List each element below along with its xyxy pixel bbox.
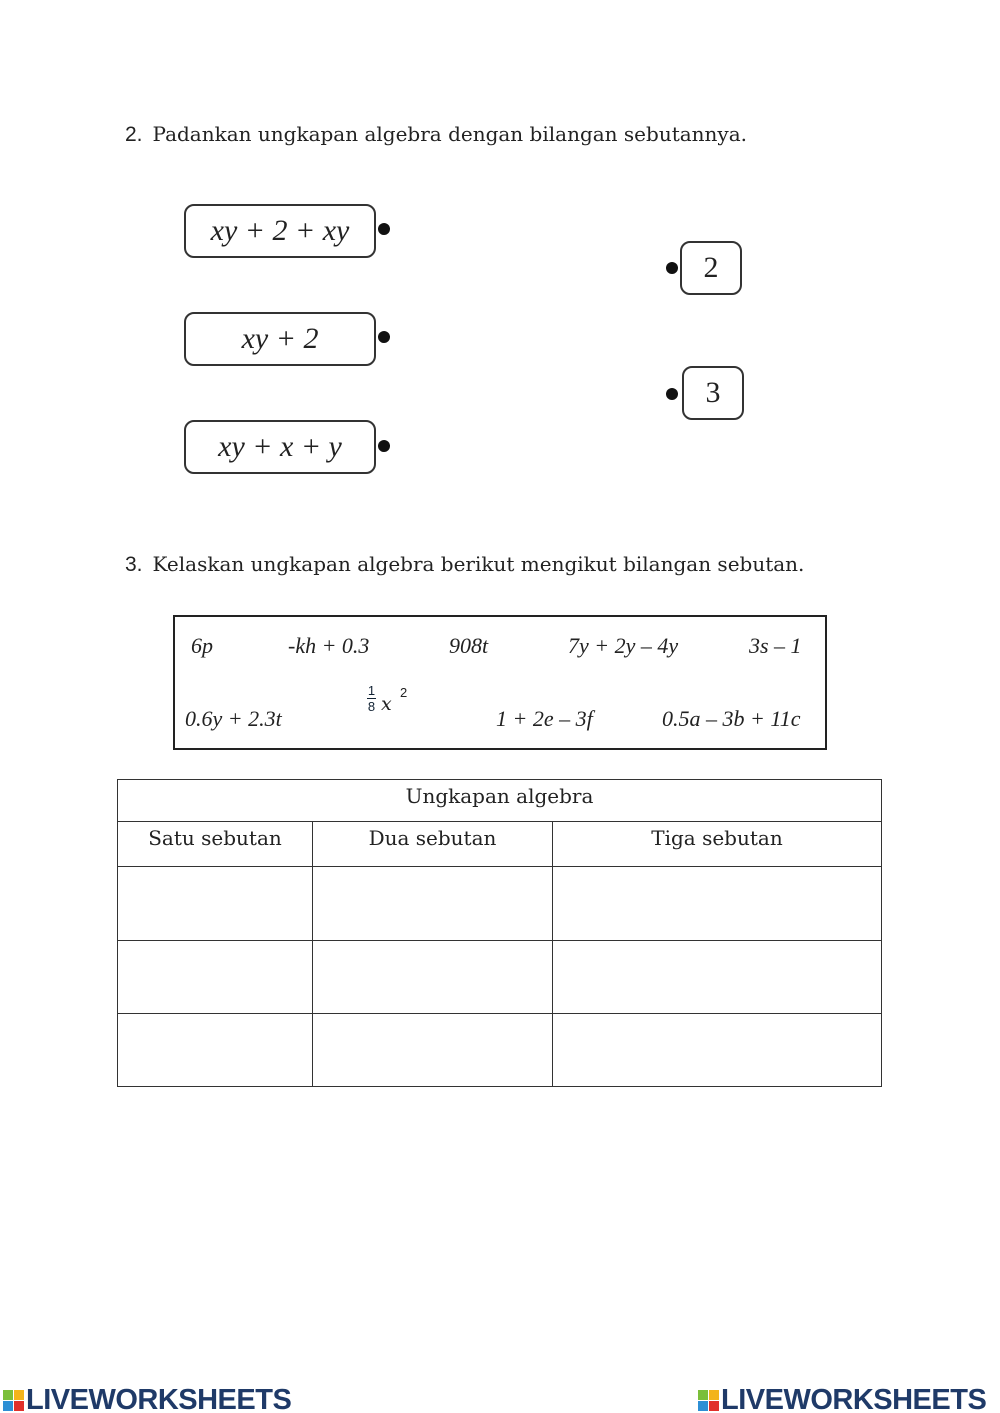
expression-box-2: xy + 2 (184, 312, 376, 366)
match-dot[interactable] (378, 331, 390, 343)
question-3-text: Kelaskan ungkapan algebra berikut mengikut bilangan sebutan. (152, 552, 805, 576)
match-dot[interactable] (378, 440, 390, 452)
answer-cell[interactable] (313, 941, 553, 1014)
term: 1 + 2e – 3f (496, 706, 593, 731)
term: 3s – 1 (749, 633, 802, 658)
terms-box: 6p -kh + 0.3 908t 7y + 2y – 4y 3s – 1 0.6y + 2.3t $\frac{1}{8}$ x 2 1 + 2e – 3f 0.5a – 3b + 11c (173, 615, 827, 750)
number-box-2: 2 (680, 241, 742, 295)
expression-box-3: xy + x + y (184, 420, 376, 474)
question-2-text: Padankan ungkapan algebra dengan bilangan sebutannya. (152, 122, 747, 146)
answer-cell[interactable] (118, 941, 313, 1014)
term: 0.5a – 3b + 11c (662, 706, 801, 731)
question-3: 3. Kelaskan ungkapan algebra berikut mengikut bilangan sebutan. (125, 552, 805, 576)
question-2: 2. Padankan ungkapan algebra dengan bilangan sebutannya. (125, 122, 747, 146)
liveworksheets-logo: LIVEWORKSHEETS (698, 1384, 986, 1413)
term: -kh + 0.3 (288, 633, 370, 658)
expression-box-1: xy + 2 + xy (184, 204, 376, 258)
answer-cell[interactable] (313, 1014, 553, 1087)
match-dot[interactable] (666, 388, 678, 400)
answer-cell[interactable] (313, 867, 553, 941)
match-dot[interactable] (378, 223, 390, 235)
liveworksheets-logo: LIVEWORKSHEETS (3, 1384, 291, 1413)
answer-cell[interactable] (553, 941, 882, 1014)
match-dot[interactable] (666, 262, 678, 274)
answer-cell[interactable] (553, 867, 882, 941)
header-dua: Dua sebutan (313, 822, 553, 867)
header-satu: Satu sebutan (118, 822, 313, 867)
number-box-3: 3 (682, 366, 744, 420)
logo-icon (3, 1390, 24, 1411)
answer-cell[interactable] (118, 867, 313, 941)
table-title: Ungkapan algebra (118, 780, 882, 822)
term: 0.6y + 2.3t (185, 706, 282, 731)
fraction-term: $\frac{1}{8}$ (367, 683, 376, 714)
answer-cell[interactable] (118, 1014, 313, 1087)
term: 7y + 2y – 4y (568, 633, 679, 658)
term: 6p (191, 633, 213, 658)
term: 908t (449, 633, 489, 658)
classification-table (117, 779, 882, 1087)
header-tiga: Tiga sebutan (553, 822, 882, 867)
answer-cell[interactable] (553, 1014, 882, 1087)
logo-icon (698, 1390, 719, 1411)
